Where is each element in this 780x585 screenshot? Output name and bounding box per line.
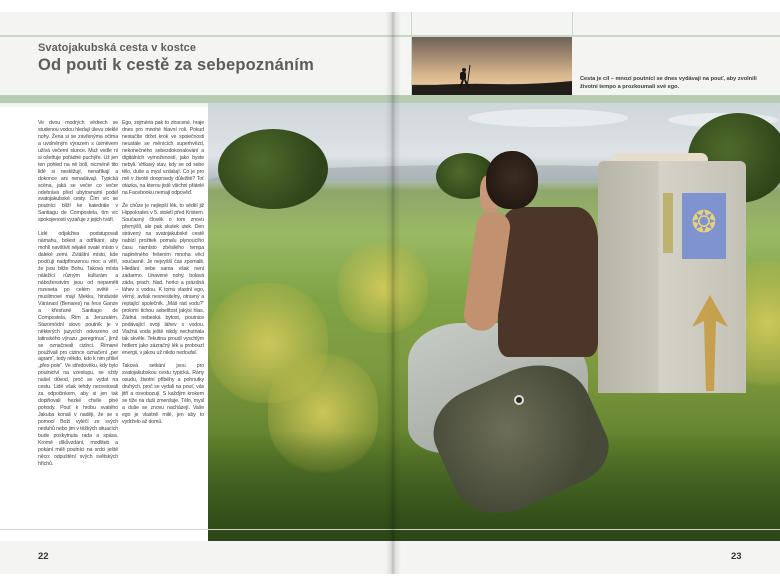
book-spread — [0, 12, 780, 574]
cloud — [468, 109, 628, 127]
paragraph: Lidé odjakživa podstupovali námahu, bolest a odříkání, aby mohli navštívit nějaké svaté místo v daleké zemi. Zvláštní místo, kde pociťují nadpřirozenou moc a věří, že jsou blíže Bohu. Taková místa náležící různým kulturám a náboženstvím jsou od nepaměti rozeseta po celém světě – muslimové mají Mekku, hinduisté Váránasí (Benares) na řece Ganze a křesťané Santiago de Compostela, Řím a Jeruzalém. Staromódní slovo poutník je v některých jazycích odvozeno od latinského výrazu „peregrinus“, jímž se označovali cizinci. Římané používali pro cizince označení „per agram“, tedy někdo, kdo k nim přišel „přes pole“. Ve středověku, kdy bylo poutnictví na vzestupu, se vždy našel důvod, proč se vydat na cestu. Lidé však tehdy necestovali za odpočinkem, aby si jen tak doplňovali hezké chvíle plné pohody. Pouť k hrobu svatého Jakuba konali v naději, že se s pomocí Boží vyléčí ze svých neduhů nebo jim v těžkých situacích bude poskytnuta rada a spása. Kromě díkůvzdání, modliteb a pokání měli poutníci na srdci ještě něco: odpuštění svých světských hříchů. — [38, 231, 118, 467]
text-column-area — [0, 107, 208, 541]
paragraph: Ego, zejména pak to ztracené, hraje dnes pro mnohé hlavní roli. Pokud nestačíte držet krok ve společnosti neustále se měnících superhvězd, nekonečného sebezdokonalování a digitálních vymožeností, jako byste nebyli. Vrtkavý stav, kdy se od sebe tělo, duše a mysl vzdalují. Co je pro mě v životě doopravdy důležité? Toť otázka, na kterou jistě všichni přátelé na Facebooku nemají odpověď. — [122, 120, 204, 196]
paragraph: Že chůze je nejlepší lék, to věděl již Hippokrates v 5. století před Kristem. Současný člověk o tom znovu přemýšlí, ale pak skutek utek. Den strávený na svatojakubské cestě nabízí prožitek pomalu plynoucího času namísto zběsilého tempa naplněného řešením mnoha věcí současně. Je nejvyšší čas zpomalit. Hledání sebe sama však není zadarmo. Unavené nohy, bolavá záda, prach, hlad, horko a prázdná láhev s vodou. K tomu vlastní ego, věrný, avšak nesnesitelný, otravný a reptající společník. „Máš rád vodu?“ prolomí tichou sebelítost jakýsi hlas. Žádná nebeská bytost, poutnice podávající svoji láhev s vodou. Vlažná voda ještě nikdy nechutnala tak skvěle. Tekutina proudí vyschlým hrdlem jako zázračný lék a probouzí energii, v jakou už nikdo nedoufal. — [122, 203, 204, 356]
text-column-2 — [122, 120, 204, 433]
paragraph: Taková setkání jsou pro svatojakubskou cestu typická. Rány osudu, životní příběhy a pohnutky druhých, proč se vydali na pouť, vás jitří a osvobozují. S každým krokem se tíže na duši zmenšuje. Tělo, mysl a duše se znovu nacházejí. Vaše ego je vlastně milé, jen aby to vydrželo až domů. — [122, 363, 204, 426]
pilgrim-head — [486, 151, 538, 209]
column-guide-line — [572, 12, 573, 37]
yellow-paint-mark — [663, 193, 673, 253]
yellow-arrow-icon — [690, 293, 730, 393]
section-kicker: Svatojakubská cesta v kostce — [38, 42, 197, 54]
paragraph: Ve dvou modrých vědrech se studenou vodou hledají úlevu oteklé nohy. Žena si se zavřenýma očima a uvolněným výrazem s úsměvem užívá večerní slunce. Muž vedle ní si ošetřuje pořádné puchýře. Už jen ten pohled na ně bolí, nicméně tito lidé si nestěžují, nenaříkají a dokonce ani nenadávají. Typická scéna, jaká se večer co večer odehrává před ubytovnami podél svatojakubské cesty. Čím víc se poutníci blíží ke katedrále v Santiagu de Compostela, tím víc spokojenosti vyzařuje z jejich tváří. — [38, 120, 118, 224]
sunset-hiker-photo — [412, 37, 572, 95]
tree — [218, 129, 328, 209]
header-band — [0, 95, 780, 103]
page-number-left: 22 — [38, 551, 49, 562]
scallop-shell-tile — [682, 193, 726, 259]
header-rule — [0, 35, 780, 37]
footer-rule — [0, 529, 780, 530]
photo-caption: Cesta je cíl – mnozí poutníci se dnes vydávají na pouť, aby zvolnili životní tempo a prozkoumali své ego. — [580, 76, 757, 90]
hiker-silhouette-icon — [412, 37, 572, 95]
pilgrim-torso — [498, 207, 598, 357]
page-title: Od pouti k cestě za sebepoznáním — [38, 56, 314, 74]
pilgrim-meadow-photo — [208, 103, 780, 541]
yellow-flowers — [338, 243, 428, 333]
backpack-ring — [514, 395, 524, 405]
page-number-right: 23 — [731, 551, 742, 562]
scallop-shell-icon: ❂ — [691, 206, 717, 239]
text-column-1 — [38, 120, 118, 475]
